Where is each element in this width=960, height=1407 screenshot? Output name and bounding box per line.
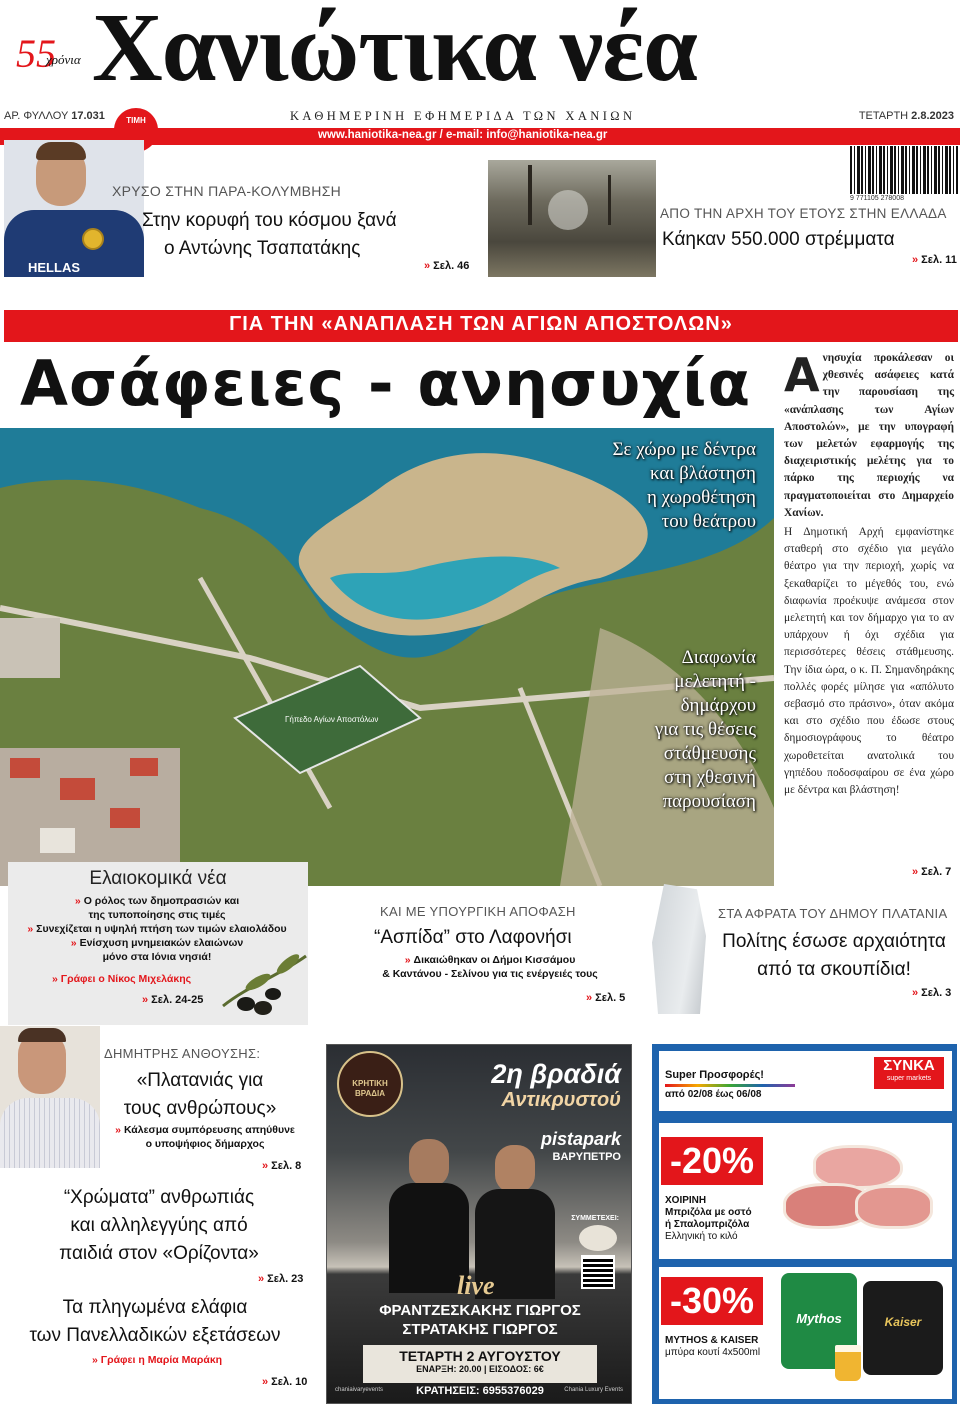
ancient-stone-photo: [652, 884, 712, 1014]
singer-1: [389, 1139, 469, 1289]
issue-date: ΤΕΤΑΡΤΗ 2.8.2023: [858, 110, 954, 122]
newspaper-title[interactable]: Χανιώτικα νέα: [92, 0, 697, 102]
olive-bullets: » Ο ρόλος των δημοπρασιών και της τυποποίησης στις τιμές » Συνεχίζεται η υψηλή πτήση των τιμών ελαιολάδου » Ενίσχυση μνημειακών ελαιώνων μόνο στα Ιόνια νησιά!: [27, 895, 287, 963]
lafonisi-sub: » Δικαιώθηκαν οι Δήμοι Κισσάμου & Καντάνου - Σελίνου για τις ενέργειές τους: [382, 954, 598, 980]
lead-article: [784, 350, 954, 799]
concert-social-right: Chania Luxury Events: [564, 1387, 623, 1393]
lead-page-ref[interactable]: » Σελ. 7: [912, 866, 952, 878]
swim-headline[interactable]: Στην κορυφή του κόσμου ξανά ο Αντώνης Τσαπατάκης: [142, 210, 397, 259]
synka-headline: Super Προσφορές!: [665, 1069, 764, 1081]
concert-ad[interactable]: [326, 1044, 632, 1404]
lead-intro: νησυχία προκάλεσαν οι χθεσινές ασάφειες κατά την παρουσίαση της «ανάπλασης των Αγίων Αποστολών», με την υπογραφή των μελετών εφαρμογής της διαχειριστικής μελέτης για το πάρκο της περιοχής να πραγματοποιείται στο Δημαρχείο Χανίων.: [784, 352, 954, 519]
offer1-text: ΧΟΙΡΙΝΗ Μπριζόλα με οστό ή Σπαλομπριζόλα Ελληνική το κιλό: [665, 1195, 752, 1242]
anthousis-page-ref[interactable]: » Σελ. 8: [262, 1160, 302, 1172]
concert-live: live: [457, 1271, 495, 1300]
map-label-stadium: Γήπεδο Αγίων Αποστόλων: [285, 715, 379, 724]
lafonisi-headline[interactable]: “Ασπίδα” στο Λαφονήσι: [374, 927, 572, 948]
platanias-page-ref[interactable]: » Σελ. 3: [912, 987, 952, 999]
anniversary-word: χρόνια: [46, 52, 81, 67]
swimmer-hair: [36, 142, 86, 160]
anthousis-shirt: [0, 1098, 100, 1168]
fires-headline[interactable]: Κάηκαν 550.000 στρέμματα: [662, 229, 895, 250]
contact-info[interactable]: www.haniotika-nea.gr / e-mail: info@haniotika-nea.gr: [318, 129, 608, 141]
offer2-discount: -30%: [661, 1277, 763, 1325]
deer-headline[interactable]: Τα πληγωμένα ελάφια των Πανελλαδικών εξετάσεων: [29, 1297, 281, 1346]
barcode-number: 9 771105 278008: [850, 195, 904, 202]
deer-page-ref[interactable]: » Σελ. 10: [262, 1376, 308, 1388]
smoke: [548, 190, 588, 230]
fires-kicker: ΑΠΟ ΤΗΝ ΑΡΧΗ ΤΟΥ ΕΤΟΥΣ ΣΤΗΝ ΕΛΛΑΔΑ: [660, 206, 947, 221]
photo-caption-theatre: Σε χώρο με δέντρα και βλάστηση η χωροθέτηση του θεάτρου: [612, 439, 756, 532]
lafonisi-page-ref[interactable]: » Σελ. 5: [586, 992, 626, 1004]
gold-medal-icon: [82, 228, 104, 250]
kaiser-cans: Kaiser: [863, 1281, 943, 1375]
olive-byline: » Γράφει ο Νίκος Μιχελάκης: [52, 973, 192, 985]
tagline: ΚΑΘΗΜΕΡΙΝΗ ΕΦΗΜΕΡΙΔΑ ΤΩΝ ΧΑΝΙΩΝ: [290, 109, 636, 123]
anthousis-kicker: ΔΗΜΗΤΡΗΣ ΑΝΘΟΥΣΗΣ:: [104, 1046, 261, 1061]
anthousis-headline[interactable]: «Πλατανιάς για τους ανθρώπους»: [123, 1070, 277, 1119]
burnt-tree: [608, 175, 611, 225]
deer-byline: » Γράφει η Μαρία Μαράκη: [92, 1354, 223, 1366]
olive-branch-icon: [218, 946, 308, 1026]
anthousis-sub: » Κάλεσμα συμπόρευσης απηύθυνε ο υποψήφιος δήμαρχος: [115, 1124, 295, 1150]
sponsor-label: ΣΥΜΜΕΤΕΧΕΙ:: [571, 1215, 619, 1222]
anniversary-logo: [12, 28, 92, 84]
platanias-kicker: ΣΤΑ ΑΦΡΑΤΑ ΤΟΥ ΔΗΜΟΥ ΠΛΑΤΑΝΙΑ: [718, 906, 948, 921]
synka-color-strip: [665, 1084, 795, 1087]
pork-chops: [783, 1145, 933, 1235]
anthousis-photo: [0, 1026, 100, 1168]
concert-town: ΒΑΡΥΠΕΤΡΟ: [552, 1151, 621, 1163]
swimmer-photo: [4, 140, 144, 277]
lead-headline[interactable]: Ασάφειες - ανησυχία: [20, 347, 752, 420]
lead-body: Η Δημοτική Αρχή εμφανίστηκε σταθερή στο σχέδιο για μεγάλο θέατρο για την περιοχή, χωρίς να ξεκαθαρίζει το μέγεθός του, ενώ διαφωνία προέκυψε ανάμεσα στον μελετητή και τον δήμαρχο για το αν υπάρχουν ή όχι σχέδια για περισσότερες θέσεις στάθμευσης. Την ίδια ώρα, ο κ. Π. Σημανδηράκης πολλές φορές μίλησε για «απόλυτο σεβασμό στο πράσινο», όταν ακόμα και στο σχέδιο που έδωσε στους δημοσιογράφους το θέατρο χωροθετείται ανατολικά του γηπέδου ποδοσφαίρου σε ένα χώρο με δέντρα και βλάστηση!: [784, 526, 954, 797]
synka-ad[interactable]: [652, 1044, 957, 1404]
anniversary-number: 55: [16, 31, 56, 76]
issue-number: ΑΡ. ΦΥΛΛΟΥ 17.031: [4, 110, 105, 122]
concert-date-box: ΤΕΤΑΡΤΗ 2 ΑΥΓΟΥΣΤΟΥ ΕΝΑΡΞΗ: 20.00 | ΕΙΣΟΔΟΣ: 6€: [363, 1345, 597, 1383]
platanias-headline[interactable]: Πολίτης έσωσε αρχαιότητα από τα σκουπίδια!: [722, 931, 946, 980]
photo-caption-parking: Διαφωνία μελετητή - δημάρχου για τις θέσεις στάθμευσης στη χθεσινή παρουσίαση: [654, 647, 756, 812]
colors-headline[interactable]: “Χρώματα” ανθρωπιάς και αλληλεγγύης από παιδιά στον «Ορίζοντα»: [59, 1187, 259, 1264]
concert-social-left: chaniaivaryevents: [335, 1387, 384, 1393]
swim-kicker: ΧΡΥΣΟ ΣΤΗΝ ΠΑΡΑ-ΚΟΛΥΜΒΗΣΗ: [112, 183, 342, 199]
swim-page-ref[interactable]: » Σελ. 46: [424, 260, 470, 272]
concert-venue: pistapark: [540, 1129, 621, 1149]
concert-title: 2η βραδιά Αντικρυστού: [491, 1059, 621, 1111]
sponsor-logo: [579, 1225, 617, 1251]
lafonisi-kicker: ΚΑΙ ΜΕ ΥΠΟΥΡΓΙΚΗ ΑΠΟΦΑΣΗ: [380, 904, 576, 919]
qr-code: [581, 1255, 615, 1289]
olive-title[interactable]: Ελαιοκομικά νέα: [89, 868, 227, 889]
fires-page-ref[interactable]: » Σελ. 11: [912, 254, 957, 266]
price-label: ΤΙΜΗ: [126, 116, 146, 125]
barcode: [850, 146, 958, 194]
concert-logo: ΚΡΗΤΙΚΗ ΒΡΑΔΙΑ: [337, 1051, 403, 1117]
concert-artists: ΦΡΑΝΤΖΕΣΚΑΚΗΣ ΓΙΩΡΓΟΣ ΣΤΡΑΤΑΚΗΣ ΓΙΩΡΓΟΣ: [379, 1302, 581, 1338]
drop-cap: Α: [784, 348, 820, 402]
olive-page-ref[interactable]: » Σελ. 24-25: [142, 994, 204, 1006]
offer2-text: MYTHOS & KAISER μπύρα κουτί 4x500ml: [665, 1335, 761, 1358]
mythos-cans: Mythos: [781, 1273, 857, 1369]
swimmer-shirt-text: HELLAS: [28, 260, 80, 275]
lead-banner-text[interactable]: ΓΙΑ ΤΗΝ «ΑΝΑΠΛΑΣΗ ΤΩΝ ΑΓΙΩΝ ΑΠΟΣΤΟΛΩΝ»: [229, 313, 733, 335]
synka-dates: από 02/08 έως 06/08: [665, 1089, 762, 1100]
burnt-tree: [528, 165, 532, 225]
anthousis-hair: [18, 1028, 66, 1042]
aerial-photo: [0, 428, 774, 886]
colors-page-ref[interactable]: » Σελ. 23: [258, 1273, 304, 1285]
beer-glass: [835, 1345, 861, 1381]
burnt-forest-photo: [488, 160, 656, 277]
concert-booking: ΚΡΑΤΗΣΕΙΣ: 6955376029: [416, 1385, 544, 1397]
offer1-discount: -20%: [661, 1137, 763, 1185]
synka-logo: ΣΥΝΚΑ super markets: [874, 1057, 944, 1089]
